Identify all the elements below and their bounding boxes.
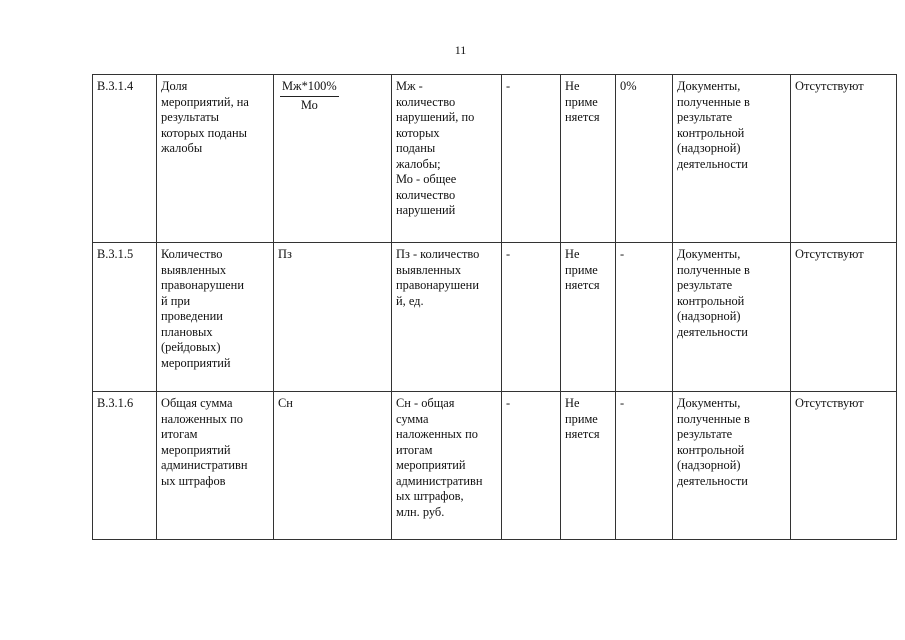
formula-numerator: Мж*100%: [280, 79, 339, 97]
formula-fraction: [278, 79, 339, 113]
indicators-table: [92, 74, 897, 540]
indicator-description: Пз - количество выявленных правонарушени й, ед.: [392, 243, 502, 392]
indicator-description: Сн - общая сумма наложенных по итогам мероприятий административн ых штрафов, млн. руб.: [392, 392, 502, 540]
indicator-applicability: Не приме няется: [561, 392, 616, 540]
indicator-formula: Сн: [274, 392, 392, 540]
indicator-status: Отсутствуют: [791, 243, 897, 392]
indicator-code: В.3.1.4: [93, 75, 157, 243]
indicator-name: Количество выявленных правонарушени й при проведении плановых (рейдовых) мероприятий: [157, 243, 274, 392]
indicator-code: В.3.1.6: [93, 392, 157, 540]
indicator-formula: [274, 75, 392, 243]
indicator-name: Доля мероприятий, на результаты которых поданы жалобы: [157, 75, 274, 243]
indicator-value: -: [616, 392, 673, 540]
table-row: [93, 75, 897, 243]
indicator-source: Документы, полученные в результате контрольной (надзорной) деятельности: [673, 243, 791, 392]
indicator-value: 0%: [616, 75, 673, 243]
indicator-description: Мж - количество нарушений, по которых поданы жалобы; Мо - общее количество нарушений: [392, 75, 502, 243]
indicator-dash: -: [502, 392, 561, 540]
indicator-dash: -: [502, 75, 561, 243]
indicator-value: -: [616, 243, 673, 392]
indicator-source: Документы, полученные в результате контрольной (надзорной) деятельности: [673, 75, 791, 243]
indicator-applicability: Не приме няется: [561, 243, 616, 392]
table-row: [93, 243, 897, 392]
page-number: 11: [454, 43, 467, 57]
indicator-applicability: Не приме няется: [561, 75, 616, 243]
indicator-formula: Пз: [274, 243, 392, 392]
formula-denominator: Мо: [300, 97, 318, 112]
table-row: [93, 392, 897, 540]
indicator-status: Отсутствуют: [791, 75, 897, 243]
indicator-source: Документы, полученные в результате контрольной (надзорной) деятельности: [673, 392, 791, 540]
indicator-name: Общая сумма наложенных по итогам мероприятий административн ых штрафов: [157, 392, 274, 540]
indicator-status: Отсутствуют: [791, 392, 897, 540]
indicator-code: В.3.1.5: [93, 243, 157, 392]
indicator-dash: -: [502, 243, 561, 392]
